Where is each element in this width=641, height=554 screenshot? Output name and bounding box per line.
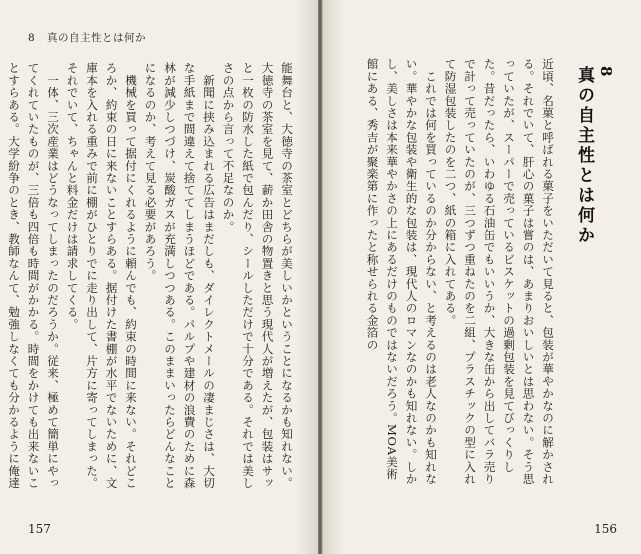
running-head-title: 真の自主性とは何か <box>47 32 147 44</box>
right-gutter-shadow <box>323 0 345 554</box>
right-body-text: 近頃、名菓と呼ばれる菓子をいただいて見ると、包装が華やかなのに解かされる。それでいて、肝心の菓子は嘗のは、あまりおいしいとは思わない。そう思っていたが、スーパーで売っているビスケットの過剰包装を見てびっくりした。昔だったら、いわゆる石油缶でもいいうか、大きな缶から出してバラ売りで計って売っていたのが、三つずつ重ねたのを二組、プラスチックの型に入れて防湿包装したのを二つ、紙の箱に入れてある。 これでは何を買っているのか分からない、と考えるのは老人なのかも知れない。華やかな包装や衛生的な包装は、現代人のロマンなのかも知れない。しかし、美しさは本来華やかさの上にあるだけのものではないだろう。MOA美術館にある、秀吉が聚楽第に作ったと称せられる金箔の <box>365 58 555 485</box>
left-page <box>0 0 319 554</box>
left-body-text: 能舞台と、大徳寺の茶室とどちらが美しいかということになるかも知れない。大徳寺の茶室を見て、薪か田舎の物置きと思う現代人が増えたが、包装はサッと一枚の防水した紙で包んだり、シールしただけで十分である。それでは美しさの点から言って不足なのか。 新聞に挟み込まれる広告はまだしも、ダイレクトメールの凄まじさは、大切な手紙まで間違えて捨ててしまうほどである。パルプや建材の浪費のために森林が減少しつづけ、炭酸ガスが充満しつつある。このままいったらどんなことになるのか、考えて見る必要があろう。 機械を買って据付にくれるように頼んでも、約束の時間に来ない。それどころか、約束の日に来ないことすらある。据付けた書棚が水平でないために、文庫本を入れる重みで前に棚がひとりでに走り出して、片方に寄ってしまった。それでいて、ちゃんと料金だけは請求してくる。 一体、三次産業はどうなってしまったのだろうか。従来、極めて簡単にやってくれていたものが、三倍も四倍も時間がかかる。時間をかけても出来ないことすらある。大学紛争のとき、教師なんて、勉強しなくても分かるように俺達 <box>7 62 294 489</box>
chapter-title: 真の自主性とは何か <box>574 66 594 246</box>
chapter-number: 8 <box>597 66 615 80</box>
running-head-number: 8 <box>28 32 36 44</box>
chapter-heading <box>572 66 615 246</box>
left-gutter-shadow <box>296 0 318 554</box>
right-page <box>322 0 641 554</box>
left-page-number: 157 <box>28 522 51 536</box>
right-page-number: 156 <box>594 522 617 536</box>
running-head <box>28 30 154 45</box>
